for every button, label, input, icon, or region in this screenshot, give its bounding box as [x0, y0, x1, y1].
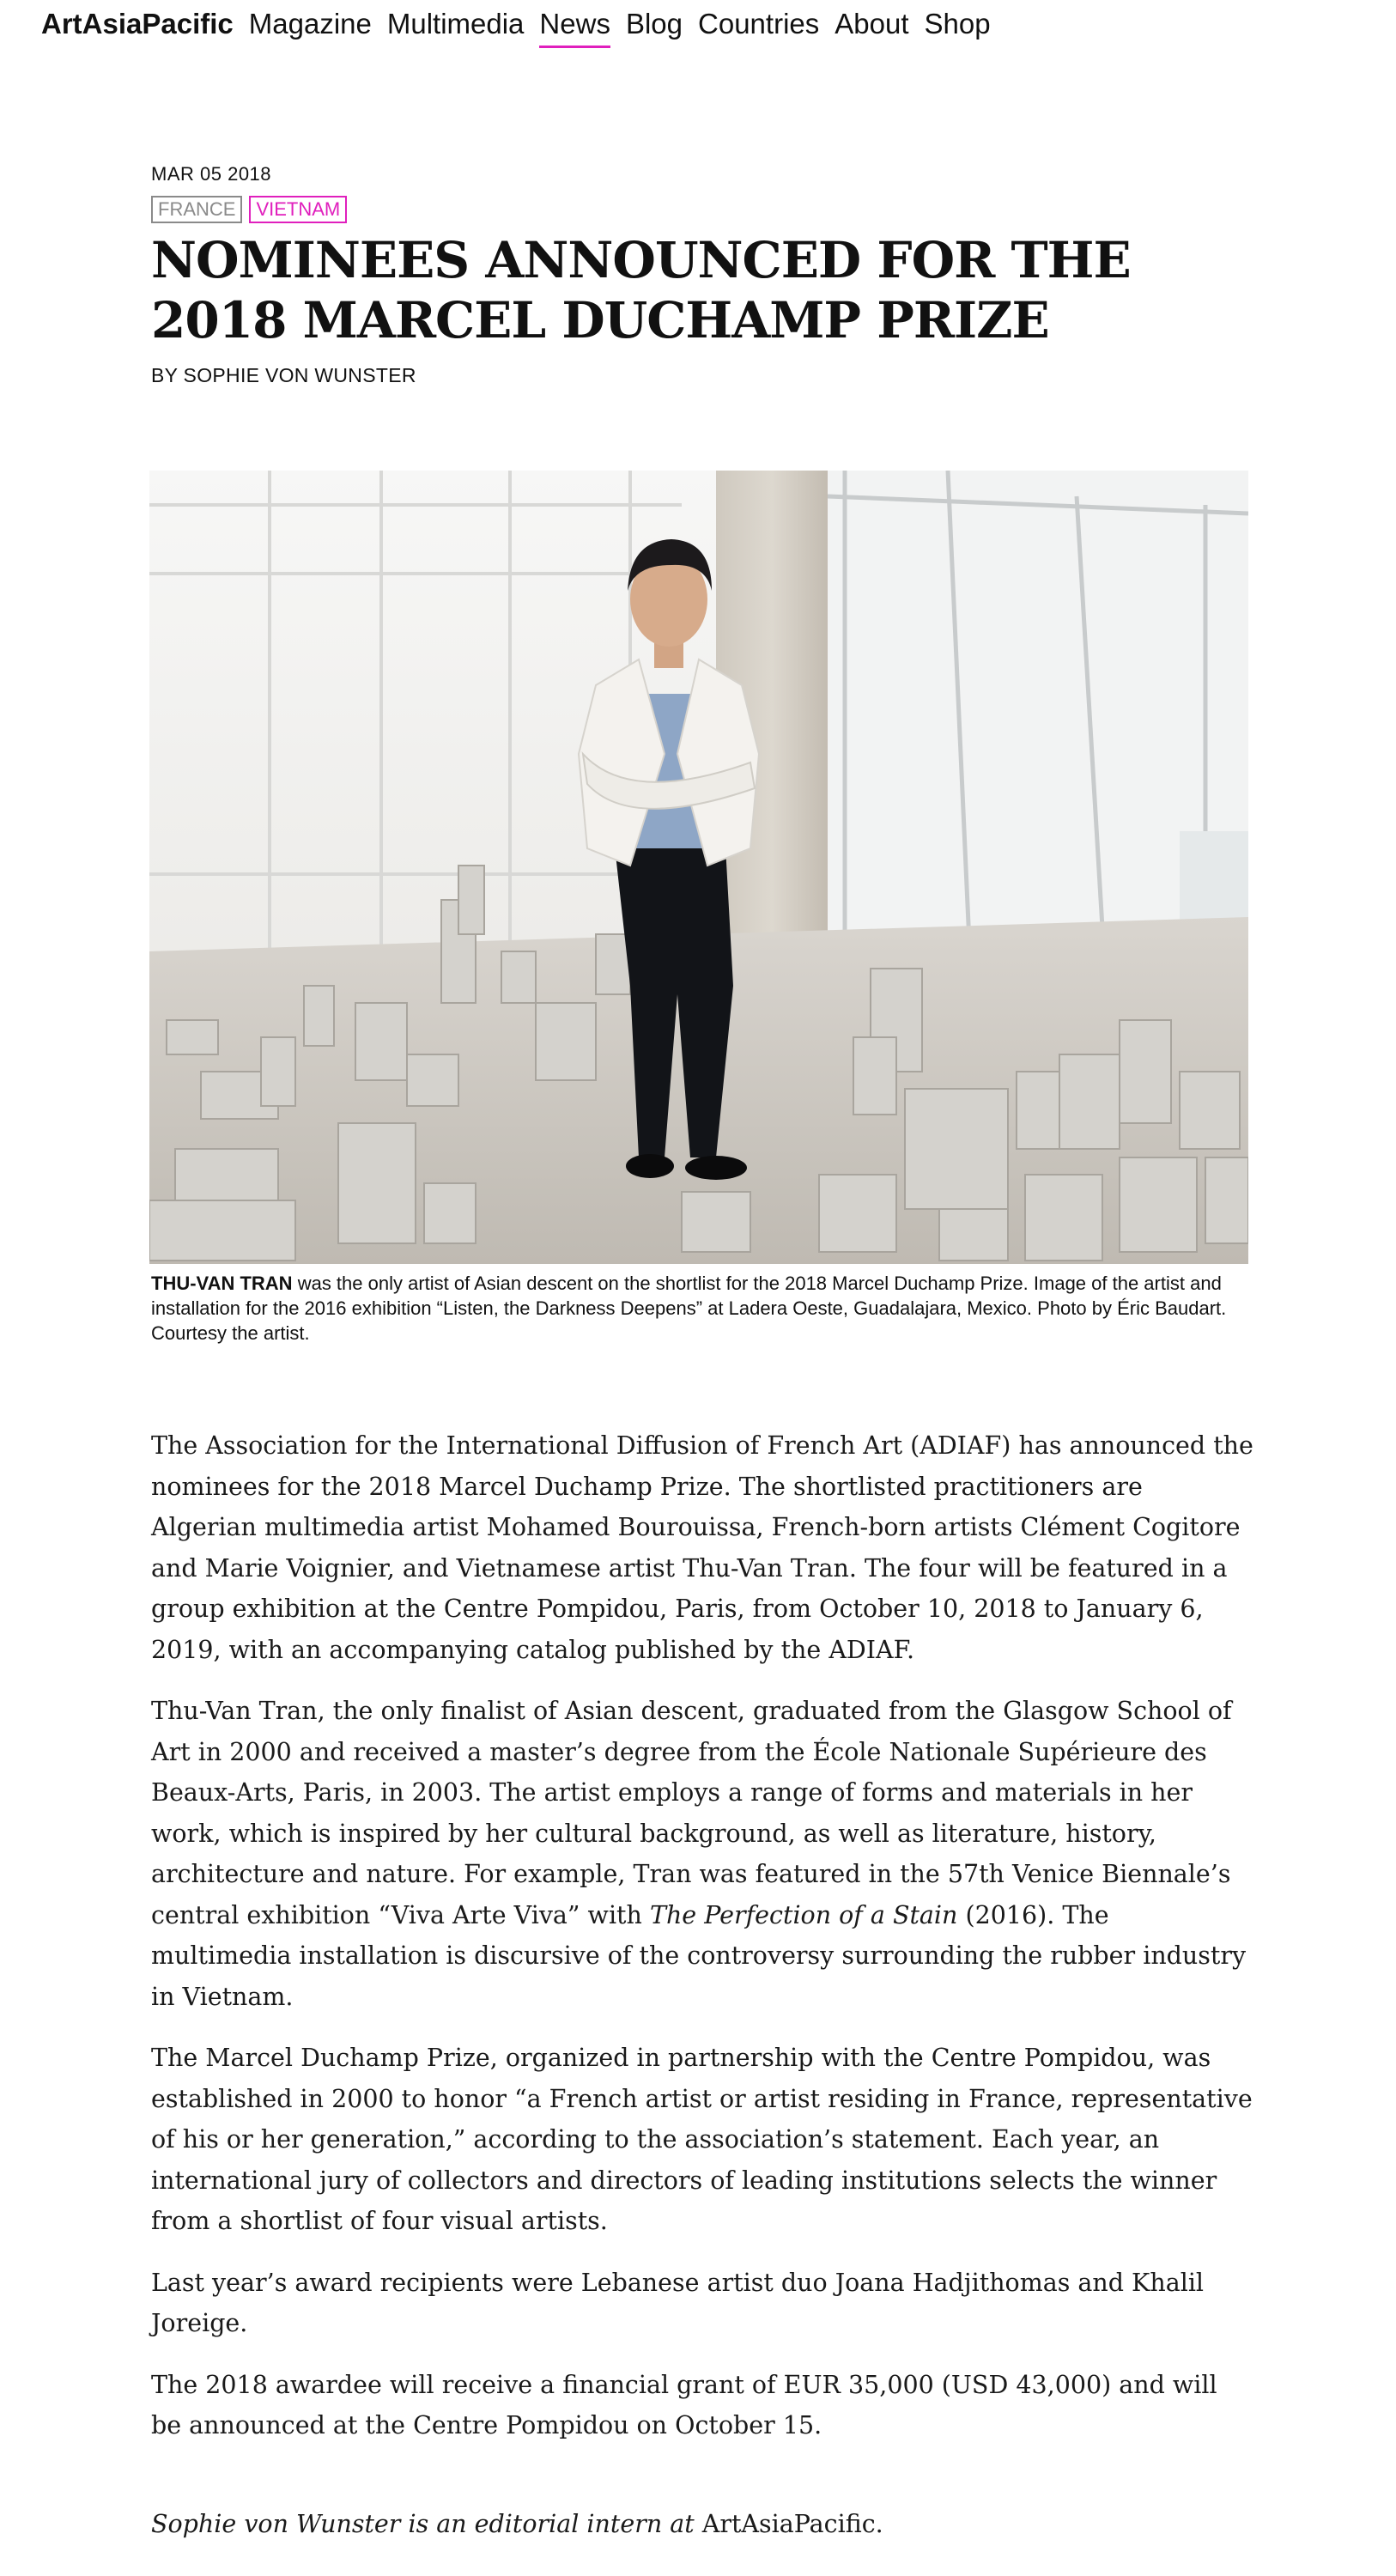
nav-item-news[interactable]: News — [539, 8, 610, 39]
body-paragraph: The Association for the International Diffusion of French Art (ADIAF) has announced the nominees for the 2018 Marcel Duchamp Prize. The shortlisted practitioners are Algerian multimedia artist Mohamed Bourouissa, French-born artists Clément Cogitore and Marie Voignier, and Vietnamese artist Thu-Van Tran. The four will be featured in a group exhibition at the Centre Pompidou, Paris, from October 10, 2018 to January 6, 2019, with an accompanying catalog published by the ADIAF. — [151, 1431, 1253, 1664]
publication-name: ArtAsiaPacific. — [701, 2510, 883, 2538]
author-signoff — [151, 2507, 1253, 2542]
body-paragraph: Last year’s award recipients were Lebanese artist duo Joana Hadjithomas and Khalil Joreige. — [151, 2268, 1205, 2337]
tag-vietnam[interactable]: VIETNAM — [249, 196, 347, 223]
body-paragraph: The 2018 awardee will receive a financial grant of EUR 35,000 (USD 43,000) and will be announced at the Centre Pompidou on October 15. — [151, 2370, 1217, 2439]
signoff-text: Sophie von Wunster is an editorial intern at — [151, 2510, 702, 2538]
photo-caption — [151, 1271, 1247, 1346]
paragraph-text: (2016). The multimedia installation is discursive of the controversy surrounding the rubber industry in Vietnam. — [151, 1900, 1247, 2011]
tag-france[interactable]: FRANCE — [151, 196, 242, 223]
artist-installation-photo — [149, 471, 1248, 1264]
article-byline: BY SOPHIE VON WUNSTER — [151, 364, 416, 386]
top-nav — [41, 7, 1006, 41]
nav-item-about[interactable]: About — [835, 8, 909, 39]
nav-item-blog[interactable]: Blog — [625, 8, 683, 39]
body-paragraph: The Marcel Duchamp Prize, organized in partnership with the Centre Pompidou, was established in 2000 to honor “a French artist or artist residing in France, representative of his or her generation,” according to the association’s statement. Each year, an international jury of collectors and directors of leading institutions selects the winner from a shortlist of four visual artists. — [151, 2044, 1253, 2235]
artwork-title: The Perfection of a Stain — [649, 1900, 958, 1929]
article-title: NOMINEES ANNOUNCED FOR THE 2018 MARCEL DUCHAMP PRIZE — [151, 231, 1131, 349]
nav-item-magazine[interactable]: Magazine — [248, 8, 372, 39]
brand-logo-link[interactable]: ArtAsiaPacific — [41, 8, 234, 39]
caption-artist-name: THU-VAN TRAN — [151, 1273, 293, 1294]
caption-text: was the only artist of Asian descent on the shortlist for the 2018 Marcel Duchamp Prize. Image of the artist and installation for the 2016 exhibition “Listen, the Darkness Deepens” at Ladera Oeste, Guadalajara, Mexico. Photo by Éric Baudart. Courtesy the artist. — [151, 1273, 1227, 1344]
article-date: MAR 05 2018 — [151, 163, 272, 185]
nav-item-countries[interactable]: Countries — [698, 8, 820, 39]
article-photo — [149, 471, 1248, 1264]
article-body — [151, 1425, 1253, 2467]
nav-item-shop[interactable]: Shop — [924, 8, 991, 39]
paragraph-text: Thu-Van Tran, the only finalist of Asian descent, graduated from the Glasgow School of Art in 2000 and received a master’s degree from the École Nationale Supérieure des Beaux-Arts, Paris, in 2003. The artist employs a range of forms and materials in her work, which is inspired by her cultural background, as well as literature, history, architecture and nature. For example, Tran was featured in the 57th Venice Biennale’s central exhibition “Viva Arte Viva” with — [151, 1697, 1232, 1929]
article-tags — [151, 196, 1247, 223]
nav-item-multimedia[interactable]: Multimedia — [386, 8, 525, 39]
body-paragraph — [151, 1691, 1253, 2017]
article-header — [151, 161, 1247, 388]
